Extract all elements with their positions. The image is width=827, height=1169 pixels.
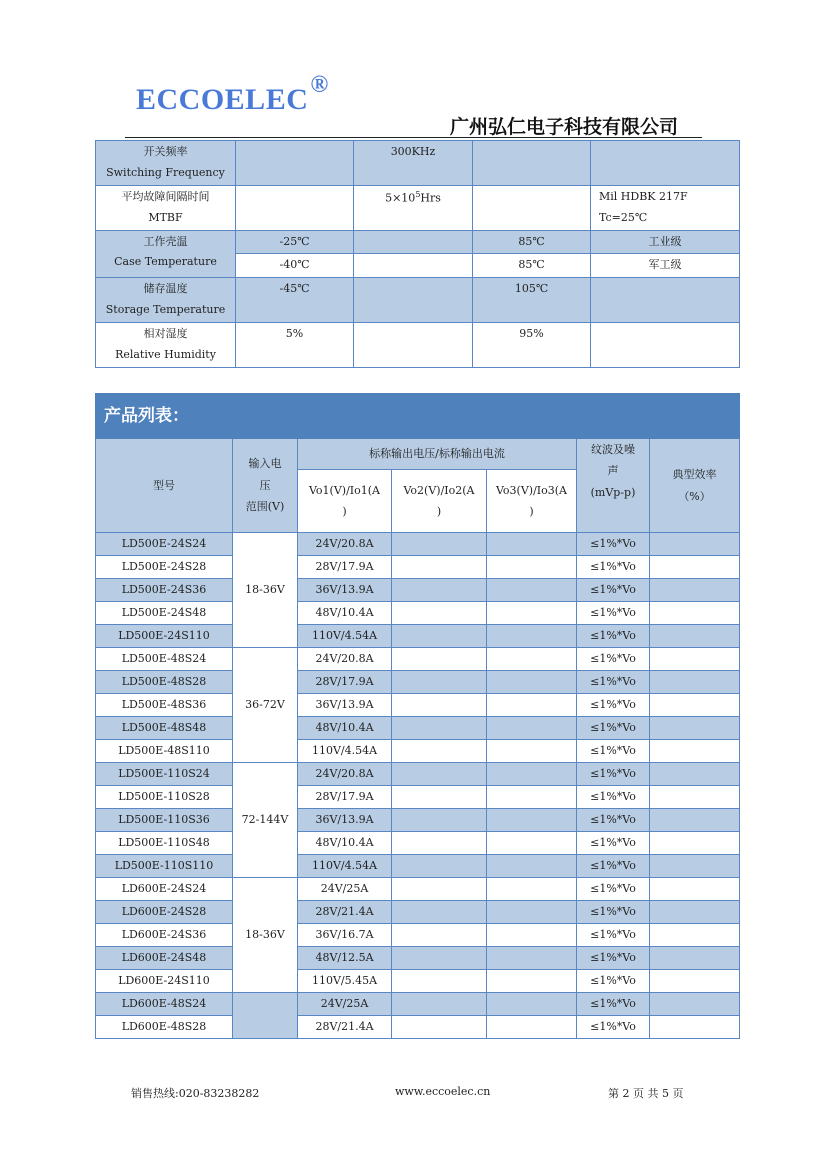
ripple-cell: ≤1%*Vo bbox=[577, 533, 650, 556]
input-range-cell: 72-144V bbox=[233, 763, 298, 878]
table-row bbox=[96, 625, 740, 648]
ripple-cell: ≤1%*Vo bbox=[577, 625, 650, 648]
spec-name: 开关频率 Switching Frequency bbox=[96, 141, 236, 186]
spec-max bbox=[473, 185, 591, 230]
spec-typ bbox=[354, 323, 473, 368]
spec-name: 相对湿度 Relative Humidity bbox=[96, 323, 236, 368]
table-row bbox=[96, 602, 740, 625]
vo1-cell: 48V/10.4A bbox=[298, 832, 392, 855]
efficiency-cell bbox=[650, 648, 740, 671]
vo2-cell bbox=[392, 993, 487, 1016]
spec-row-mtbf bbox=[96, 185, 740, 230]
ripple-cell: ≤1%*Vo bbox=[577, 740, 650, 763]
vo3-cell bbox=[487, 832, 577, 855]
vo1-cell: 28V/17.9A bbox=[298, 786, 392, 809]
vo3-cell bbox=[487, 901, 577, 924]
vo3-cell bbox=[487, 993, 577, 1016]
spec-min bbox=[236, 141, 354, 186]
model-cell: LD600E-24S36 bbox=[96, 924, 233, 947]
model-cell: LD600E-24S24 bbox=[96, 878, 233, 901]
spec-note: Mil HDBK 217F Tc=25℃ bbox=[591, 185, 740, 230]
product-list-title-row bbox=[96, 394, 740, 439]
vo1-cell: 24V/25A bbox=[298, 878, 392, 901]
registered-mark: ® bbox=[310, 72, 329, 98]
model-cell: LD600E-24S48 bbox=[96, 947, 233, 970]
vo3-cell bbox=[487, 878, 577, 901]
ripple-cell: ≤1%*Vo bbox=[577, 832, 650, 855]
company-logo bbox=[136, 72, 329, 117]
product-list-title: 产品列表： bbox=[96, 394, 740, 439]
efficiency-cell bbox=[650, 740, 740, 763]
vo3-cell bbox=[487, 625, 577, 648]
vo2-cell bbox=[392, 579, 487, 602]
model-cell: LD600E-48S24 bbox=[96, 993, 233, 1016]
table-row bbox=[96, 970, 740, 993]
model-cell: LD500E-48S36 bbox=[96, 694, 233, 717]
model-cell: LD500E-24S36 bbox=[96, 579, 233, 602]
efficiency-cell bbox=[650, 763, 740, 786]
table-row bbox=[96, 832, 740, 855]
spec-min: -45℃ bbox=[236, 278, 354, 323]
ripple-cell: ≤1%*Vo bbox=[577, 556, 650, 579]
spec-row-switching-frequency bbox=[96, 141, 740, 186]
page-number: 第 2 页 共 5 页 bbox=[608, 1087, 684, 1100]
vo1-cell: 48V/12.5A bbox=[298, 947, 392, 970]
efficiency-cell bbox=[650, 625, 740, 648]
table-row bbox=[96, 533, 740, 556]
header-vo3: Vo3(V)/Io3(A ) bbox=[487, 470, 577, 533]
vo1-cell: 110V/4.54A bbox=[298, 855, 392, 878]
product-header-row bbox=[96, 439, 740, 470]
efficiency-cell bbox=[650, 809, 740, 832]
vo2-cell bbox=[392, 625, 487, 648]
vo2-cell bbox=[392, 878, 487, 901]
vo3-cell bbox=[487, 740, 577, 763]
vo2-cell bbox=[392, 924, 487, 947]
model-cell: LD500E-48S28 bbox=[96, 671, 233, 694]
table-row bbox=[96, 1016, 740, 1039]
table-row bbox=[96, 648, 740, 671]
spec-min: -40℃ bbox=[236, 254, 354, 278]
spec-max: 95% bbox=[473, 323, 591, 368]
ripple-cell: ≤1%*Vo bbox=[577, 602, 650, 625]
vo1-cell: 28V/21.4A bbox=[298, 1016, 392, 1039]
vo2-cell bbox=[392, 694, 487, 717]
header-vo2: Vo2(V)/Io2(A ) bbox=[392, 470, 487, 533]
ripple-cell: ≤1%*Vo bbox=[577, 648, 650, 671]
vo2-cell bbox=[392, 556, 487, 579]
model-cell: LD600E-48S28 bbox=[96, 1016, 233, 1039]
vo1-cell: 28V/21.4A bbox=[298, 901, 392, 924]
vo1-cell: 24V/20.8A bbox=[298, 648, 392, 671]
model-cell: LD500E-24S48 bbox=[96, 602, 233, 625]
model-cell: LD500E-48S24 bbox=[96, 648, 233, 671]
efficiency-cell bbox=[650, 970, 740, 993]
model-cell: LD500E-48S110 bbox=[96, 740, 233, 763]
spec-note: 军工级 bbox=[591, 254, 740, 278]
ripple-cell: ≤1%*Vo bbox=[577, 947, 650, 970]
table-row bbox=[96, 579, 740, 602]
vo1-cell: 24V/20.8A bbox=[298, 763, 392, 786]
vo3-cell bbox=[487, 809, 577, 832]
efficiency-cell bbox=[650, 878, 740, 901]
vo1-cell: 48V/10.4A bbox=[298, 717, 392, 740]
table-row bbox=[96, 901, 740, 924]
model-cell: LD500E-110S48 bbox=[96, 832, 233, 855]
vo3-cell bbox=[487, 556, 577, 579]
table-row bbox=[96, 694, 740, 717]
ripple-cell: ≤1%*Vo bbox=[577, 694, 650, 717]
efficiency-cell bbox=[650, 717, 740, 740]
model-cell: LD500E-110S28 bbox=[96, 786, 233, 809]
spec-row-relative-humidity bbox=[96, 323, 740, 368]
vo3-cell bbox=[487, 533, 577, 556]
spec-note bbox=[591, 323, 740, 368]
header-nominal-output: 标称输出电压/标称输出电流 bbox=[298, 439, 577, 470]
vo1-cell: 110V/5.45A bbox=[298, 970, 392, 993]
header-ripple: 纹波及噪 声 (mVp-p) bbox=[577, 439, 650, 533]
table-row bbox=[96, 740, 740, 763]
vo3-cell bbox=[487, 786, 577, 809]
vo2-cell bbox=[392, 671, 487, 694]
model-cell: LD500E-110S24 bbox=[96, 763, 233, 786]
vo2-cell bbox=[392, 717, 487, 740]
vo2-cell bbox=[392, 533, 487, 556]
input-range-cell: 36-72V bbox=[233, 648, 298, 763]
ripple-cell: ≤1%*Vo bbox=[577, 855, 650, 878]
spec-typ bbox=[354, 230, 473, 254]
ripple-cell: ≤1%*Vo bbox=[577, 786, 650, 809]
table-row bbox=[96, 786, 740, 809]
model-cell: LD500E-48S48 bbox=[96, 717, 233, 740]
vo3-cell bbox=[487, 671, 577, 694]
vo1-cell: 110V/4.54A bbox=[298, 625, 392, 648]
spec-note bbox=[591, 278, 740, 323]
ripple-cell: ≤1%*Vo bbox=[577, 970, 650, 993]
efficiency-cell bbox=[650, 993, 740, 1016]
efficiency-cell bbox=[650, 901, 740, 924]
ripple-cell: ≤1%*Vo bbox=[577, 924, 650, 947]
model-cell: LD600E-24S28 bbox=[96, 901, 233, 924]
vo1-cell: 36V/13.9A bbox=[298, 694, 392, 717]
model-cell: LD500E-110S36 bbox=[96, 809, 233, 832]
efficiency-cell bbox=[650, 832, 740, 855]
spec-min: 5% bbox=[236, 323, 354, 368]
vo2-cell bbox=[392, 947, 487, 970]
header-input-range: 输入电 压 范围(V) bbox=[233, 439, 298, 533]
product-list-table bbox=[95, 393, 740, 1039]
header-model: 型号 bbox=[96, 439, 233, 533]
table-row bbox=[96, 855, 740, 878]
efficiency-cell bbox=[650, 924, 740, 947]
efficiency-cell bbox=[650, 579, 740, 602]
vo3-cell bbox=[487, 970, 577, 993]
efficiency-cell bbox=[650, 694, 740, 717]
model-cell: LD500E-24S24 bbox=[96, 533, 233, 556]
header-divider bbox=[125, 137, 702, 138]
spec-typ bbox=[354, 254, 473, 278]
ripple-cell: ≤1%*Vo bbox=[577, 901, 650, 924]
spec-max: 85℃ bbox=[473, 254, 591, 278]
efficiency-cell bbox=[650, 533, 740, 556]
spec-min bbox=[236, 185, 354, 230]
table-row bbox=[96, 671, 740, 694]
vo2-cell bbox=[392, 809, 487, 832]
spec-row-case-temperature bbox=[96, 230, 740, 254]
vo2-cell bbox=[392, 648, 487, 671]
vo2-cell bbox=[392, 740, 487, 763]
spec-note: 工业级 bbox=[591, 230, 740, 254]
header-vo1: Vo1(V)/Io1(A ) bbox=[298, 470, 392, 533]
vo2-cell bbox=[392, 901, 487, 924]
vo1-cell: 24V/20.8A bbox=[298, 533, 392, 556]
table-row bbox=[96, 763, 740, 786]
table-row bbox=[96, 809, 740, 832]
table-row bbox=[96, 993, 740, 1016]
spec-max: 105℃ bbox=[473, 278, 591, 323]
vo3-cell bbox=[487, 855, 577, 878]
vo2-cell bbox=[392, 855, 487, 878]
efficiency-cell bbox=[650, 556, 740, 579]
vo3-cell bbox=[487, 947, 577, 970]
spec-name: 储存温度 Storage Temperature bbox=[96, 278, 236, 323]
ripple-cell: ≤1%*Vo bbox=[577, 671, 650, 694]
spec-max: 85℃ bbox=[473, 230, 591, 254]
header-efficiency: 典型效率 （%） bbox=[650, 439, 740, 533]
website-link[interactable]: www.eccoelec.cn bbox=[395, 1085, 491, 1098]
input-range-cell: 18-36V bbox=[233, 878, 298, 993]
table-row bbox=[96, 717, 740, 740]
logo-text: ECCOELEC bbox=[136, 83, 309, 116]
efficiency-cell bbox=[650, 1016, 740, 1039]
spec-typ bbox=[354, 278, 473, 323]
table-row bbox=[96, 878, 740, 901]
spec-name: 平均故障间隔时间 MTBF bbox=[96, 185, 236, 230]
spec-name: 工作壳温 Case Temperature bbox=[96, 230, 236, 278]
model-cell: LD500E-24S28 bbox=[96, 556, 233, 579]
vo1-cell: 36V/13.9A bbox=[298, 579, 392, 602]
vo1-cell: 28V/17.9A bbox=[298, 671, 392, 694]
model-cell: LD500E-24S110 bbox=[96, 625, 233, 648]
vo3-cell bbox=[487, 763, 577, 786]
vo2-cell bbox=[392, 602, 487, 625]
efficiency-cell bbox=[650, 671, 740, 694]
sales-hotline: 销售热线:020-83238282 bbox=[131, 1087, 260, 1100]
vo2-cell bbox=[392, 970, 487, 993]
ripple-cell: ≤1%*Vo bbox=[577, 717, 650, 740]
vo3-cell bbox=[487, 648, 577, 671]
vo3-cell bbox=[487, 717, 577, 740]
model-cell: LD600E-24S110 bbox=[96, 970, 233, 993]
vo1-cell: 48V/10.4A bbox=[298, 602, 392, 625]
ripple-cell: ≤1%*Vo bbox=[577, 763, 650, 786]
input-range-cell: 18-36V bbox=[233, 533, 298, 648]
spec-row-storage-temperature bbox=[96, 278, 740, 323]
vo1-cell: 36V/13.9A bbox=[298, 809, 392, 832]
spec-min: -25℃ bbox=[236, 230, 354, 254]
spec-table bbox=[95, 140, 740, 368]
spec-max bbox=[473, 141, 591, 186]
vo3-cell bbox=[487, 694, 577, 717]
vo3-cell bbox=[487, 1016, 577, 1039]
vo1-cell: 36V/16.7A bbox=[298, 924, 392, 947]
company-name: 广州弘仁电子科技有限公司 bbox=[450, 116, 679, 138]
efficiency-cell bbox=[650, 947, 740, 970]
table-row bbox=[96, 947, 740, 970]
vo2-cell bbox=[392, 786, 487, 809]
table-row bbox=[96, 556, 740, 579]
ripple-cell: ≤1%*Vo bbox=[577, 1016, 650, 1039]
spec-note bbox=[591, 141, 740, 186]
vo1-cell: 110V/4.54A bbox=[298, 740, 392, 763]
spec-typ: $5\times 10^5Hrs$ bbox=[354, 185, 473, 230]
model-cell: LD500E-110S110 bbox=[96, 855, 233, 878]
ripple-cell: ≤1%*Vo bbox=[577, 878, 650, 901]
ripple-cell: ≤1%*Vo bbox=[577, 993, 650, 1016]
input-range-cell bbox=[233, 993, 298, 1039]
efficiency-cell bbox=[650, 855, 740, 878]
table-row bbox=[96, 924, 740, 947]
ripple-cell: ≤1%*Vo bbox=[577, 579, 650, 602]
ripple-cell: ≤1%*Vo bbox=[577, 809, 650, 832]
vo3-cell bbox=[487, 579, 577, 602]
efficiency-cell bbox=[650, 786, 740, 809]
efficiency-cell bbox=[650, 602, 740, 625]
spec-typ: 300KHz bbox=[354, 141, 473, 186]
vo3-cell bbox=[487, 602, 577, 625]
vo1-cell: 24V/25A bbox=[298, 993, 392, 1016]
vo1-cell: 28V/17.9A bbox=[298, 556, 392, 579]
vo2-cell bbox=[392, 763, 487, 786]
vo3-cell bbox=[487, 924, 577, 947]
vo2-cell bbox=[392, 832, 487, 855]
vo2-cell bbox=[392, 1016, 487, 1039]
